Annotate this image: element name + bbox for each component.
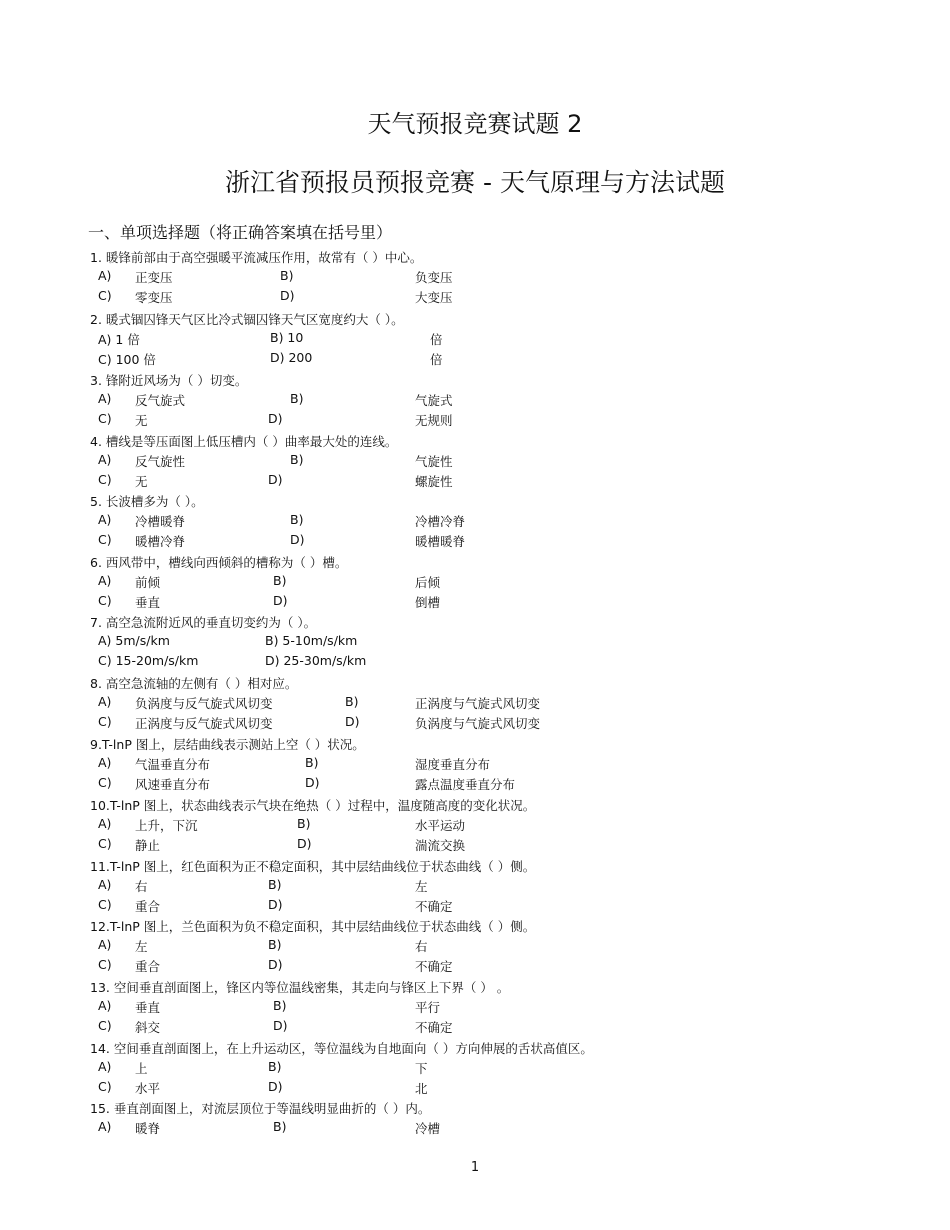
option-text-left: 垂直 (135, 1000, 161, 1015)
option-letter-right: D) (305, 775, 320, 790)
option-text-left: 斜交 (135, 1020, 161, 1035)
option-letter-left: C) (98, 472, 112, 487)
option-text-right: 后倾 (415, 575, 441, 590)
option-row (0, 1018, 950, 1038)
option-letter-right: D) (273, 1018, 288, 1033)
option-text-right: 冷槽 (415, 1121, 441, 1136)
option-letter-left: C) (98, 532, 112, 547)
option-letter-right: D) (268, 897, 283, 912)
option-letter-right: B) (280, 268, 294, 283)
option-text-left: 负涡度与反气旋式风切变 (135, 696, 273, 711)
option-text-left: 正变压 (135, 270, 173, 285)
option-text-right: 下 (415, 1061, 428, 1076)
option-text-right: 北 (415, 1081, 428, 1096)
option-letter-right: B) (268, 1059, 282, 1074)
option-letter-left: C) (98, 897, 112, 912)
option-row (0, 288, 950, 308)
question-stem: 5. 长波槽多为（ ）。 (90, 494, 204, 509)
option-text-left: 前倾 (135, 575, 161, 590)
option-letter-left: C) (98, 288, 112, 303)
option-letter-left: C) (98, 411, 112, 426)
option-text-left: 反气旋式 (135, 393, 186, 408)
option-letter-right: B) (305, 755, 319, 770)
option-text-right: 倍 (430, 332, 443, 347)
option-text-right: 无规则 (415, 413, 453, 428)
option-text-right: 暖槽暖脊 (415, 534, 466, 549)
option-row (0, 350, 950, 370)
option-text-right: 正涡度与气旋式风切变 (415, 696, 541, 711)
question-stem: 11.T-lnP 图上，红色面积为正不稳定面积，其中层结曲线位于状态曲线（ ）侧。 (90, 859, 536, 874)
option-letter-right: D) (345, 714, 360, 729)
option-row (0, 532, 950, 552)
option-row (0, 1059, 950, 1079)
question-stem: 2. 暖式锢囚锋天气区比冷式锢囚锋天气区宽度约大（ ）。 (90, 312, 404, 327)
option-row (0, 755, 950, 775)
option-row (0, 653, 950, 673)
option-letter-right: B) (345, 694, 359, 709)
option-row (0, 633, 950, 653)
option-row (0, 998, 950, 1018)
page-subtitle: 浙江省预报员预报竞赛 - 天气原理与方法试题 (225, 168, 725, 197)
option-letter-left: A) (98, 1119, 112, 1134)
question-stem: 3. 锋附近风场为（ ）切变。 (90, 373, 248, 388)
option-text-left: 重合 (135, 959, 161, 974)
option-row (0, 775, 950, 795)
option-text-right: 负涡度与气旋式风切变 (415, 716, 541, 731)
option-row (0, 816, 950, 836)
option-text-left: 重合 (135, 899, 161, 914)
option-text-left: 垂直 (135, 595, 161, 610)
option-letter-left: A) (98, 937, 112, 952)
option-letter-right: B) (273, 1119, 287, 1134)
question-stem: 13. 空间垂直剖面图上，锋区内等位温线密集，其走向与锋区上下界（ ） 。 (90, 980, 510, 995)
option-text-right: 不确定 (415, 959, 453, 974)
option-letter-left: A) (98, 998, 112, 1013)
option-text-left: 反气旋性 (135, 454, 186, 469)
option-row (0, 957, 950, 977)
option-letter-left: A) 5m/s/km (98, 633, 170, 648)
option-text-right: 湍流交换 (415, 838, 466, 853)
option-letter-right: B) (273, 998, 287, 1013)
option-letter-right: B) (290, 512, 304, 527)
option-letter-right: D) 200 (270, 350, 313, 365)
option-text-left: 风速垂直分布 (135, 777, 211, 792)
option-letter-left: C) 15-20m/s/km (98, 653, 199, 668)
option-letter-left: A) (98, 391, 112, 406)
option-text-left: 暖槽冷脊 (135, 534, 186, 549)
option-row (0, 268, 950, 288)
option-text-right: 倍 (430, 352, 443, 367)
question-stem: 9.T-lnP 图上，层结曲线表示测站上空（ ）状况。 (90, 737, 365, 752)
option-text-right: 露点温度垂直分布 (415, 777, 516, 792)
option-text-left: 暖脊 (135, 1121, 161, 1136)
option-letter-right: B) 5-10m/s/km (265, 633, 358, 648)
option-letter-right: B) (297, 816, 311, 831)
option-letter-left: C) (98, 957, 112, 972)
option-letter-right: B) (268, 877, 282, 892)
question-stem: 15. 垂直剖面图上，对流层顶位于等温线明显曲折的（ ）内。 (90, 1101, 431, 1116)
page-number: 1 (470, 1160, 480, 1175)
option-letter-right: D) (273, 593, 288, 608)
option-text-right: 湿度垂直分布 (415, 757, 491, 772)
option-letter-right: D) (268, 411, 283, 426)
option-letter-left: A) (98, 573, 112, 588)
option-text-left: 上 (135, 1061, 148, 1076)
option-text-right: 气旋性 (415, 454, 453, 469)
option-letter-left: C) (98, 775, 112, 790)
option-row (0, 694, 950, 714)
option-text-left: 气温垂直分布 (135, 757, 211, 772)
option-text-left: 零变压 (135, 290, 173, 305)
option-row (0, 877, 950, 897)
page-title: 天气预报竞赛试题 2 (367, 110, 583, 138)
option-letter-left: C) (98, 836, 112, 851)
option-letter-right: D) (290, 532, 305, 547)
option-text-left: 无 (135, 413, 148, 428)
option-row (0, 573, 950, 593)
option-letter-left: C) (98, 1018, 112, 1033)
option-letter-left: A) (98, 816, 112, 831)
option-letter-left: C) (98, 714, 112, 729)
option-letter-left: C) (98, 1079, 112, 1094)
option-row (0, 512, 950, 532)
option-text-right: 倒槽 (415, 595, 441, 610)
option-text-left: 上升，下沉 (135, 818, 198, 833)
option-letter-left: A) (98, 268, 112, 283)
option-letter-left: A) 1 倍 (98, 332, 140, 347)
option-text-left: 水平 (135, 1081, 161, 1096)
option-text-left: 冷槽暖脊 (135, 514, 186, 529)
option-letter-right: D) (268, 1079, 283, 1094)
option-text-right: 水平运动 (415, 818, 466, 833)
option-letter-right: D) (268, 957, 283, 972)
option-row (0, 1119, 950, 1139)
option-letter-right: B) (273, 573, 287, 588)
option-row (0, 330, 950, 350)
option-row (0, 937, 950, 957)
question-stem: 12.T-lnP 图上，兰色面积为负不稳定面积，其中层结曲线位于状态曲线（ ）侧。 (90, 919, 536, 934)
option-letter-left: A) (98, 877, 112, 892)
option-letter-left: C) 100 倍 (98, 352, 156, 367)
option-letter-right: B) (268, 937, 282, 952)
option-text-left: 正涡度与反气旋式风切变 (135, 716, 273, 731)
option-letter-left: C) (98, 593, 112, 608)
question-stem: 7. 高空急流附近风的垂直切变约为（ ）。 (90, 615, 317, 630)
option-letter-left: A) (98, 452, 112, 467)
option-text-right: 不确定 (415, 899, 453, 914)
section-heading: 一、单项选择题（将正确答案填在括号里） (88, 223, 393, 242)
option-letter-right: B) (290, 391, 304, 406)
option-text-right: 大变压 (415, 290, 453, 305)
option-text-right: 螺旋性 (415, 474, 453, 489)
option-letter-left: A) (98, 694, 112, 709)
question-stem: 1. 暖锋前部由于高空强暖平流减压作用，故常有（ ）中心。 (90, 250, 423, 265)
option-text-left: 右 (135, 879, 148, 894)
option-letter-right: B) (290, 452, 304, 467)
question-stem: 10.T-lnP 图上，状态曲线表示气块在绝热（ ）过程中，温度随高度的变化状况。 (90, 798, 536, 813)
option-letter-right: D) (297, 836, 312, 851)
question-stem: 8. 高空急流轴的左侧有（ ）相对应。 (90, 676, 298, 691)
option-row (0, 836, 950, 856)
option-letter-right: D) (280, 288, 295, 303)
option-text-right: 右 (415, 939, 428, 954)
question-stem: 14. 空间垂直剖面图上，在上升运动区，等位温线为自地面向（ ）方向伸展的舌状高值区。 (90, 1041, 593, 1056)
option-letter-left: A) (98, 512, 112, 527)
option-letter-right: B) 10 (270, 330, 304, 345)
option-row (0, 472, 950, 492)
option-text-right: 左 (415, 879, 428, 894)
option-row (0, 1079, 950, 1099)
option-row (0, 411, 950, 431)
option-row (0, 897, 950, 917)
option-row (0, 391, 950, 411)
option-text-right: 气旋式 (415, 393, 453, 408)
option-text-left: 无 (135, 474, 148, 489)
option-letter-right: D) 25-30m/s/km (265, 653, 367, 668)
option-row (0, 714, 950, 734)
question-stem: 6. 西风带中，槽线向西倾斜的槽称为（ ）槽。 (90, 555, 348, 570)
option-text-right: 平行 (415, 1000, 441, 1015)
option-text-left: 左 (135, 939, 148, 954)
option-row (0, 452, 950, 472)
option-letter-right: D) (268, 472, 283, 487)
option-text-left: 静止 (135, 838, 161, 853)
option-text-right: 负变压 (415, 270, 453, 285)
option-letter-left: A) (98, 755, 112, 770)
option-row (0, 593, 950, 613)
option-text-right: 不确定 (415, 1020, 453, 1035)
question-stem: 4. 槽线是等压面图上低压槽内（ ）曲率最大处的连线。 (90, 434, 398, 449)
option-letter-left: A) (98, 1059, 112, 1074)
option-text-right: 冷槽冷脊 (415, 514, 466, 529)
